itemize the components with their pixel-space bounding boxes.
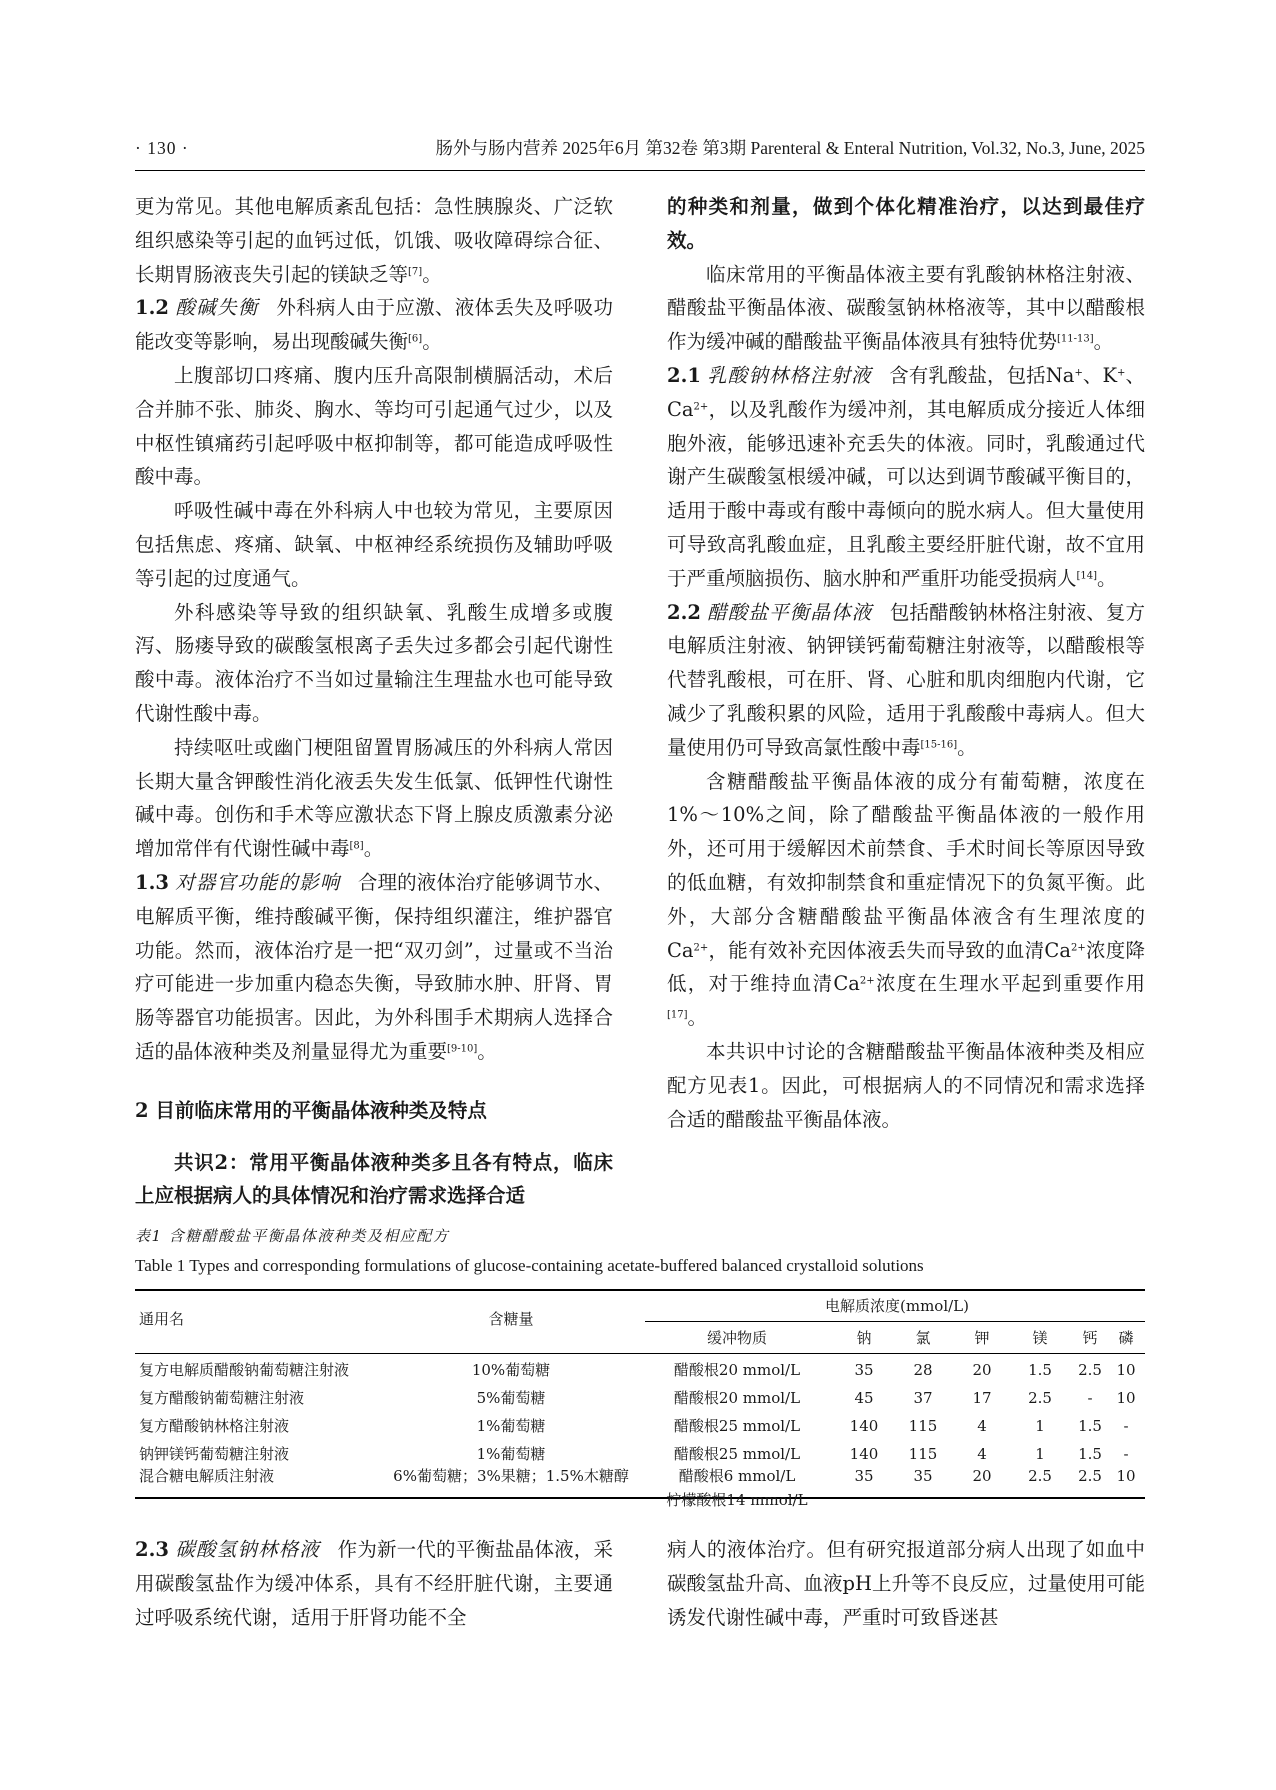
section-2-2: 2.2 醋酸盐平衡晶体液 包括醋酸钠林格注射液、复方电解质注射液、钠钾镁钙葡萄糖注射液等，以醋酸根等代替乳酸根，可在肝、肾、心脏和肌肉细胞内代谢，它减少了乳酸积累的风险，适用于乳酸酸中毒病人。但大量使用仍可导致高氯性酸中毒[15-16]。 xyxy=(667,600,1145,759)
paragraph: 病人的液体治疗。但有研究报道部分病人出现了如血中碳酸氢盐升高、血液pH上升等不良反应，过量使用可能诱发代谢性碱中毒，严重时可致昏迷甚 xyxy=(667,1538,1145,1629)
running-header xyxy=(135,130,1145,166)
paragraph: 本共识中讨论的含糖醋酸盐平衡晶体液种类及相应配方见表1。因此，可根据病人的不同情况和需求选择合适的醋酸盐平衡晶体液。 xyxy=(667,1039,1145,1131)
header-p: 磷 xyxy=(1118,1329,1134,1347)
right-column xyxy=(667,190,1145,1230)
header-name: 通用名 xyxy=(139,1310,185,1328)
table-row-5-na: 35 xyxy=(854,1467,874,1485)
header-na: 钠 xyxy=(856,1329,872,1347)
table-caption-en: Table 1 Types and corresponding formulations of glucose-containing acetate-buffered balanced crystalloid solutions xyxy=(135,1256,924,1275)
section-title: 醋酸盐平衡晶体液 xyxy=(707,600,873,624)
header-mg: 镁 xyxy=(1032,1329,1048,1347)
paragraph: 含糖醋酸盐平衡晶体液的成分有葡萄糖，浓度在1%～10%之间，除了醋酸盐平衡晶体液的一般作用外，还可用于缓解因术前禁食、手术时间长等原因导致的低血糖，有效抑制禁食和重症情况下的负氮平衡。此外，大部分含糖醋酸盐平衡晶体液含有生理浓度的$Ca^{2+}$，能有效补充因体液丢失而导致的血清$Ca^{2+}$浓度降低，对于维持血清$Ca^{2+}$浓度在生理水平起到重要作用[17]。 xyxy=(667,769,1145,1030)
journal-info: 肠外与肠内营养 2025年6月 第32卷 第3期 Parenteral & Enteral Nutrition, Vol.32, No.3, June, 2025 xyxy=(435,138,1145,158)
section-2-3: 2.3 碳酸氢钠林格液 作为新一代的平衡盐晶体液，采用碳酸氢盐作为缓冲体系，具有不经肝脏代谢，主要通过呼吸系统代谢，适用于肝肾功能不全 xyxy=(135,1538,613,1629)
table-caption-cn: 表1 含糖醋酸盐平衡晶体液种类及相应配方 xyxy=(135,1227,450,1245)
section-1-3: 1.3 对器官功能的影响 合理的液体治疗能够调节水、电解质平衡，维持酸碱平衡，保持组织灌注，维护器官功能。然而，液体治疗是一把“双刃剑”，过量或不当治疗可能进一步加重内稳态失衡，导致肺水肿、肝肾、胃肠等器官功能损害。因此，为外科围手术期病人选择合适的晶体液种类及剂量显得尤为重要[9-10]。 xyxy=(135,870,613,1063)
header-k: 钾 xyxy=(974,1329,990,1347)
left-column xyxy=(135,190,613,1208)
reference: [7] xyxy=(408,266,423,278)
table-row-5-k: 20 xyxy=(972,1467,992,1485)
table-row-5-p: 10 xyxy=(1116,1467,1136,1485)
section-title: 对器官功能的影响 xyxy=(175,870,341,894)
reference: [9-10] xyxy=(447,1043,478,1055)
consensus-statement-cont: 的种类和剂量，做到个体化精准治疗，以达到最佳疗效。 xyxy=(667,195,1145,252)
section-2-heading: 2 目前临床常用的平衡晶体液种类及特点 xyxy=(135,1098,487,1122)
paragraph: 呼吸性碱中毒在外科病人中也较为常见，主要原因包括焦虑、疼痛、缺氧、中枢神经系统损伤及辅助呼吸等引起的过度通气。 xyxy=(135,499,613,590)
header-rule xyxy=(135,170,1145,171)
header-electrolyte: 电解质浓度(mmol/L) xyxy=(825,1297,969,1315)
page-number: · 130 · xyxy=(135,138,189,158)
section-title: 乳酸钠林格注射液 xyxy=(707,363,872,387)
table-header-rule xyxy=(135,1353,1145,1354)
header-ca: 钙 xyxy=(1082,1329,1098,1347)
section-2-1: 2.1 乳酸钠林格注射液 含有乳酸盐，包括Na+、K+、$Ca^{2+}$，以及乳酸作为缓冲剂，其电解质成分接近人体细胞外液，能够迅速补充丢失的体液。同时，乳酸通过代谢产生碳酸氢根缓冲碱，可以达到调节酸碱平衡目的，适用于酸中毒或有酸中毒倾向的脱水病人。但大量使用可导致高乳酸血症，且乳酸主要经肝脏代谢，故不宜用于严重颅脑损伤、脑水肿和严重肝功能受损病人[14]。 xyxy=(667,363,1145,590)
formulation-table: 通用名 含糖量 电解质浓度(mmol/L) 缓冲物质 钠 氯 钾 镁 钙 磷 复方电解质醋酸钠葡萄糖注射液 10%葡萄糖 醋酸根20 mmol/L 35 28 20 1.5 2.5 10 复方醋酸钠葡萄糖注射液 5%葡萄糖 醋酸根20 mmol/L 45 37 17 2.5 - 10 复方醋酸钠林格注射液 1%葡萄糖 醋酸根25 mmol/L 140 115 4 1 1.5 - 钠钾镁钙葡萄糖注射液 1%葡萄糖 醋酸根25 mmol/L 140 115 4 1 1.5 - xyxy=(135,1289,1145,1499)
section-1-2: 1.2 酸碱失衡 外科病人由于应激、液体丢失及呼吸功能改变等影响，易出现酸碱失衡[6]。 xyxy=(135,296,613,354)
header-cl: 氯 xyxy=(915,1329,931,1347)
paragraph: 临床常用的平衡晶体液主要有乳酸钠林格注射液、醋酸盐平衡晶体液、碳酸氢钠林格液等，其中以醋酸根作为缓冲碱的醋酸盐平衡晶体液具有独特优势[11-13]。 xyxy=(667,262,1145,354)
consensus-statement: 共识2：常用平衡晶体液种类多且各有特点，临床上应根据病人的具体情况和治疗需求选择合适 xyxy=(135,1150,613,1208)
table-row-5-name: 混合糖电解质注射液 xyxy=(139,1467,275,1485)
paragraph: 上腹部切口疼痛、腹内压升高限制横膈活动，术后合并肺不张、肺炎、胸水、等均可引起通气过少，以及中枢性镇痛药引起呼吸中枢抑制等，都可能造成呼吸性酸中毒。 xyxy=(135,363,613,489)
paragraph: 持续呕吐或幽门梗阻留置胃肠减压的外科病人常因长期大量含钾酸性消化液丢失发生低氯、低钾性代谢性碱中毒。创伤和手术等应激状态下肾上腺皮质激素分泌增加常伴有代谢性碱中毒[8]。 xyxy=(135,735,613,861)
table-bottom-rule xyxy=(135,1497,1145,1499)
section-title: 酸碱失衡 xyxy=(175,296,259,320)
reference: [17] xyxy=(667,1009,688,1021)
bottom-right-column xyxy=(667,1533,1145,1634)
table-row-5-sugar: 6%葡萄糖；3%果糖；1.5%木糖醇 xyxy=(393,1467,629,1485)
reference: [11-13] xyxy=(1057,333,1094,345)
section-title: 碳酸氢钠林格液 xyxy=(175,1538,321,1561)
table-row-5-buffer2: 柠檬酸根14 mmol/L xyxy=(666,1491,808,1509)
bottom-left-column xyxy=(135,1533,613,1634)
header-buffer: 缓冲物质 xyxy=(706,1329,768,1347)
paragraph: 外科感染等导致的组织缺氧、乳酸生成增多或腹泻、肠瘘导致的碳酸氢根离子丢失过多都会引起代谢性酸中毒。液体治疗不当如过量输注生理盐水也可能导致代谢性酸中毒。 xyxy=(135,600,613,725)
reference: [8] xyxy=(349,840,364,852)
header-sugar: 含糖量 xyxy=(488,1310,534,1328)
table-row-5-ca: 2.5 xyxy=(1078,1467,1102,1485)
reference: [6] xyxy=(408,333,423,345)
table-row-5-mg: 2.5 xyxy=(1028,1467,1052,1485)
paragraph: 更为常见。其他电解质紊乱包括：急性胰腺炎、广泛软组织感染等引起的血钙过低，饥饿、吸收障碍综合征、长期胃肠液丧失引起的镁缺乏等[7]。 xyxy=(135,195,613,286)
reference: [14] xyxy=(1076,570,1098,582)
table-row-5-cl: 35 xyxy=(913,1467,933,1485)
reference: [15-16] xyxy=(920,739,958,751)
table-sub-rule xyxy=(645,1321,1145,1322)
table-top-rule xyxy=(135,1289,1145,1291)
table-row-5-buffer: 醋酸根6 mmol/L xyxy=(678,1467,796,1485)
